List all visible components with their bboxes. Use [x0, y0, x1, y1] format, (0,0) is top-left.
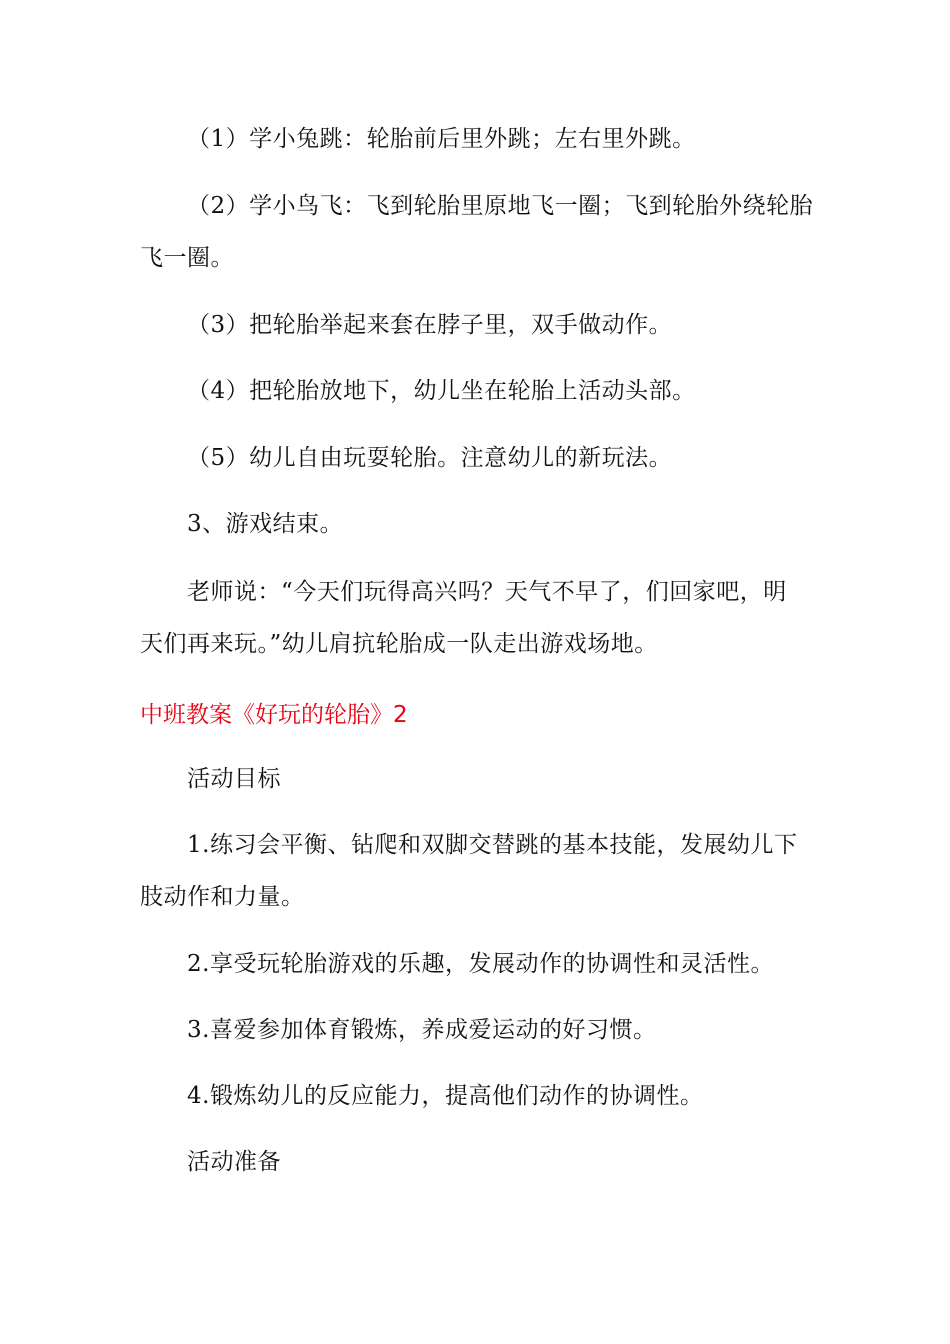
teacher-quote-line-2: 天们再来玩。”幼儿肩抗轮胎成一队走出游戏场地。	[140, 631, 658, 657]
step-4-text: （4）把轮胎放地下，幼儿坐在轮胎上活动头部。	[187, 378, 696, 404]
goal-3-text: 3.喜爱参加体育锻炼，养成爱运动的好习惯。	[187, 1017, 657, 1043]
goal-2-text: 2.享受玩轮胎游戏的乐趣，发展动作的协调性和灵活性。	[187, 951, 774, 977]
goal-1-line-1: 1.练习会平衡、钻爬和双脚交替跳的基本技能，发展幼儿下	[187, 832, 798, 858]
step-2-text-line-1: （2）学小鸟飞：飞到轮胎里原地飞一圈；飞到轮胎外绕轮胎	[187, 193, 814, 219]
goal-1-line-2: 肢动作和力量。	[140, 884, 305, 910]
step-3-text: （3）把轮胎举起来套在脖子里，双手做动作。	[187, 312, 673, 338]
goal-4-text: 4.锻炼幼儿的反应能力，提高他们动作的协调性。	[187, 1083, 704, 1109]
step-2-text-line-2: 飞一圈。	[140, 245, 234, 271]
section-heading: 中班教案《好玩的轮胎》2	[140, 702, 408, 728]
activity-prep-heading: 活动准备	[187, 1149, 281, 1175]
teacher-quote-line-1: 老师说：“今天们玩得高兴吗？天气不早了，们回家吧，明	[187, 579, 787, 605]
step-5-text: （5）幼儿自由玩耍轮胎。注意幼儿的新玩法。	[187, 445, 673, 471]
game-end-text: 3、游戏结束。	[187, 511, 344, 537]
step-1-text: （1）学小兔跳：轮胎前后里外跳；左右里外跳。	[187, 126, 696, 152]
activity-goals-heading: 活动目标	[187, 766, 281, 792]
